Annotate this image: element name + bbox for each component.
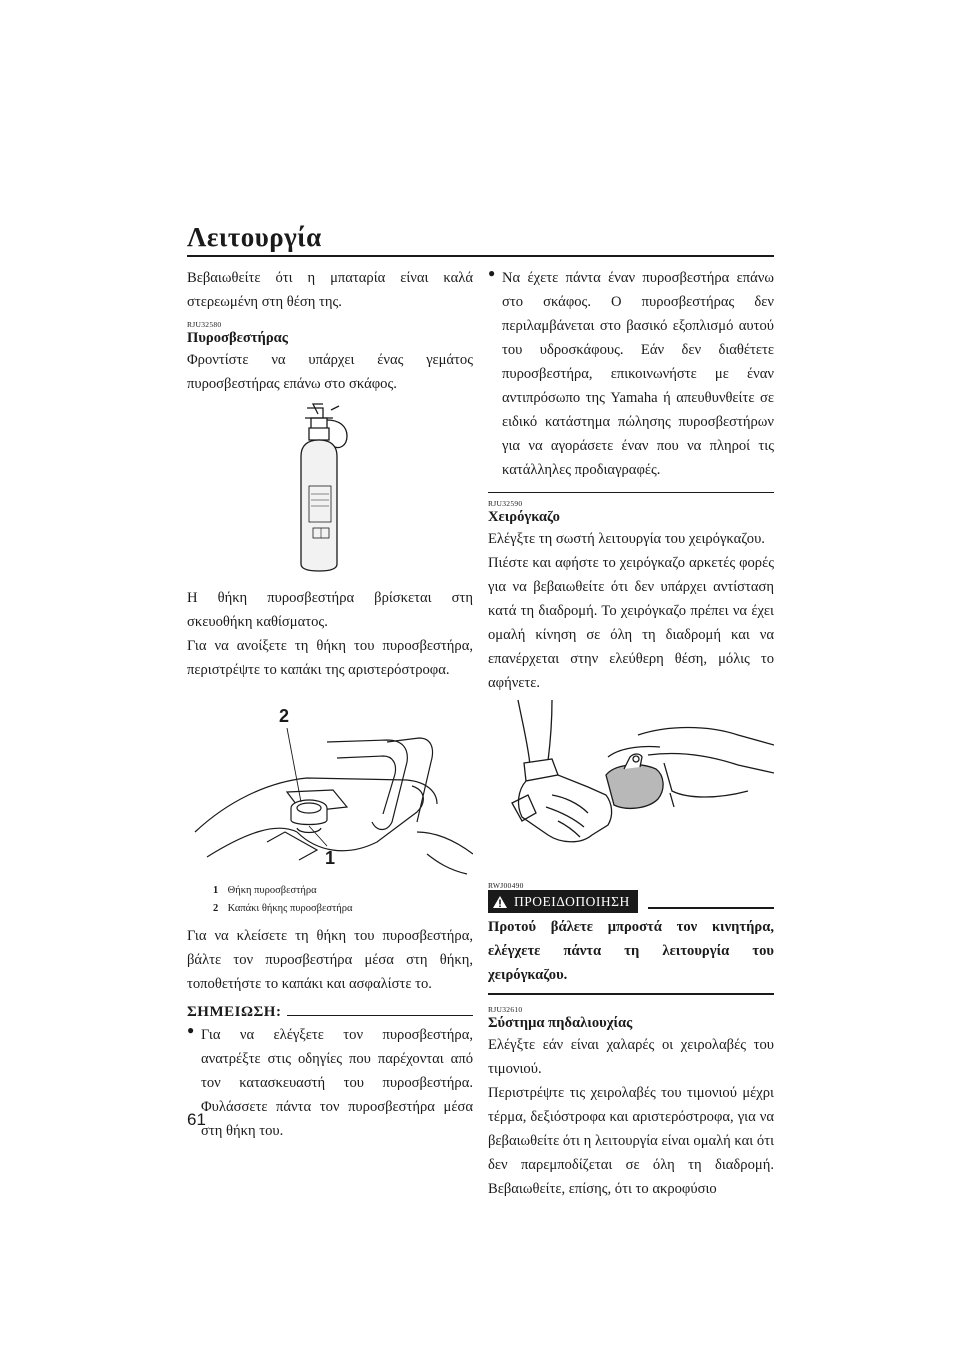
warning-bottom-rule (488, 993, 774, 995)
figure-callout-2: 2 (279, 706, 290, 726)
warning-badge (488, 890, 638, 913)
fire-extinguisher-illustration (187, 396, 473, 586)
figure-callout-1: 1 (325, 848, 336, 868)
section-heading-extinguisher: Πυροσβεστήρας (187, 330, 288, 346)
close-text: Για να κλείσετε τη θήκη του πυροσβεστήρα, βάλτε τον πυροσβεστήρα μέσα στη θήκη, τοποθετήστε το καπάκι και ασφαλίστε το. (187, 928, 473, 992)
page-number: 61 (187, 1110, 206, 1129)
storage-text-1: Η θήκη πυροσβεστήρα βρίσκεται στη σκευοθήκη καθίσματος. (187, 590, 473, 630)
battery-note: Βεβαιωθείτε ότι η μπαταρία είναι καλά στερεωμένη στη θέση της. (187, 270, 473, 310)
extinguisher-bullet-text: Να έχετε πάντα έναν πυροσβεστήρα επάνω στο σκάφος. Ο πυροσβεστήρας δεν περιλαμβάνεται στο βασικό εξοπλισμό αυτού του υδροσκάφους. Εάν δεν διαθέτετε πυροσβεστήρα, επικοινωνήστε με έναν αντιπρόσωπο της Yamaha ή απευθυνθείτε σε ειδικό κατάστημα πώλησης πυροσβεστήρων για να αγοράσετε έναν που να πληροί τις κατάλληλες προδιαγραφές. (502, 270, 774, 478)
note-title: ΣΗΜΕΙΩΣΗ: (187, 1004, 282, 1020)
note-rule (287, 1015, 473, 1016)
section-code: RJU32580 (187, 320, 222, 329)
extinguisher-bullet (488, 266, 774, 482)
note-header (187, 1004, 473, 1021)
section-heading-steering: Σύστημα πηδαλιουχίας (488, 1015, 633, 1031)
caption-number: 1 (213, 885, 219, 896)
right-column (488, 266, 774, 1201)
page-title: Λειτουργία (187, 222, 322, 252)
throttle-hand-illustration (488, 695, 774, 875)
section-heading-throttle: Χειρόγκαζο (488, 509, 560, 525)
throttle-text-1: Ελέγξτε τη σωστή λειτουργία του χειρόγκαζου. (488, 531, 765, 547)
warning-rule (648, 907, 774, 909)
caption-1 (213, 882, 473, 900)
extinguisher-text: Φροντίστε να υπάρχει ένας γεμάτος πυροσβεστήρας επάνω στο σκάφος. (187, 352, 473, 392)
steering-text-2: Περιστρέψτε τις χειρολαβές του τιμονιού μέχρι τέρμα, δεξιόστροφα και αριστερόστροφα, για να βεβαιωθείτε ότι η λειτουργία είναι ομαλή και ότι δεν παρεμποδίζεται σε όλη τη διαδρομή. Βεβαιωθείτε, επίσης, ότι το ακροφύσιο (488, 1085, 774, 1197)
left-column (187, 266, 473, 1143)
warning-text: Προτού βάλετε μπροστά τον κινητήρα, ελέγχετε πάντα τη λειτουργία του χειρόγκαζου. (488, 919, 774, 983)
bullet-icon: ● (488, 266, 496, 280)
caption-text: Καπάκι θήκης πυροσβεστήρα (227, 903, 353, 914)
header-rule (187, 255, 774, 257)
bullet-icon: ● (187, 1023, 195, 1037)
warning-block (488, 881, 774, 995)
extinguisher-holder-illustration (187, 682, 473, 882)
caption-2 (213, 900, 473, 918)
storage-text-2: Για να ανοίξετε τη θήκη του πυροσβεστήρα, περιστρέψτε το καπάκι της αριστερόστροφα. (187, 638, 473, 678)
warning-triangle-icon (492, 895, 508, 909)
steering-text-1: Ελέγξτε εάν είναι χαλαρές οι χειρολαβές του τιμονιού. (488, 1037, 774, 1077)
note-bullet (187, 1023, 473, 1143)
caption-number: 2 (213, 903, 219, 914)
warning-label: ΠΡΟΕΙΔΟΠΟΙΗΣΗ (514, 893, 630, 909)
section-divider (488, 492, 774, 493)
note-bullet-text: Για να ελέγξετε τον πυροσβεστήρα, ανατρέξτε στις οδηγίες που παρέχονται από τον κατασκευαστή του πυροσβεστήρα. Φυλάσσετε πάντα τον πυροσβεστήρα μέσα στη θήκη του. (201, 1027, 473, 1139)
warning-code: RWJ00490 (488, 881, 524, 890)
section-code: RJU32590 (488, 499, 523, 508)
warning-header (488, 890, 774, 913)
throttle-text-2: Πιέστε και αφήστε το χειρόγκαζο αρκετές φορές για να βεβαιωθείτε ότι δεν υπάρχει αντίσταση κατά τη διαδρομή. Το χειρόγκαζο πρέπει να έχει ομαλή κίνηση σε όλη τη διαδρομή και να επανέρχεται στην ελεύθερη θέση, μόλις το αφήνετε. (488, 555, 774, 691)
section-code: RJU32610 (488, 1005, 523, 1014)
caption-text: Θήκη πυροσβεστήρα (227, 885, 317, 896)
